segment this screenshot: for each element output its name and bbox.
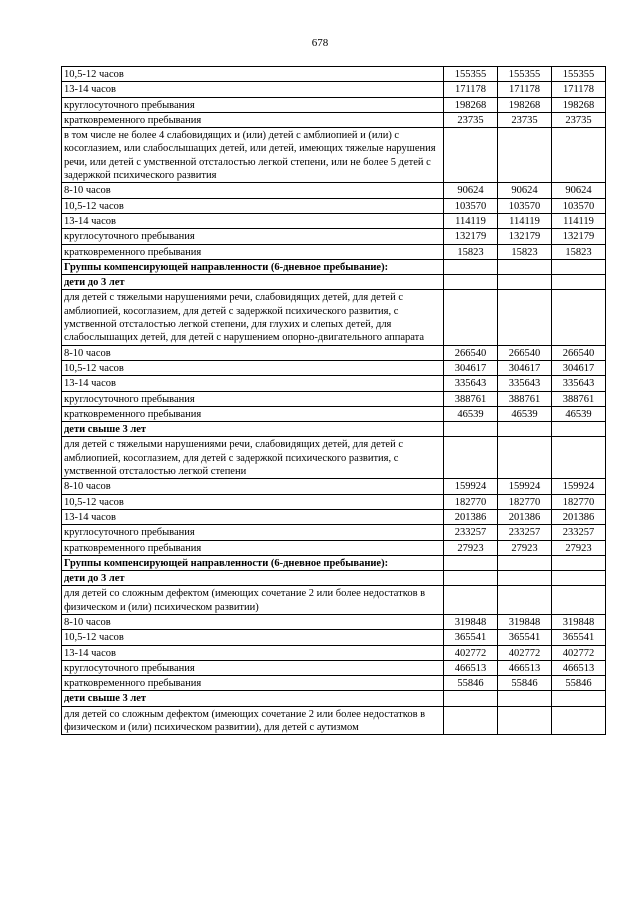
value-cell-2: 114119 (498, 213, 552, 228)
row-label: Группы компенсирующей направленности (6-дневное пребывание): (62, 555, 444, 570)
value-cell-3: 304617 (552, 360, 606, 375)
value-cell-2: 266540 (498, 345, 552, 360)
value-cell-3: 46539 (552, 406, 606, 421)
row-label: для детей со сложным дефектом (имеющих сочетание 2 или более недостатков в физическом и (или) психическом развитии) (62, 586, 444, 615)
table-row (62, 676, 606, 691)
value-cell-1: 198268 (444, 97, 498, 112)
value-cell-3: 233257 (552, 525, 606, 540)
table-row (62, 586, 606, 615)
row-label: 10,5-12 часов (62, 198, 444, 213)
table-row (62, 290, 606, 345)
value-cell-1: 402772 (444, 645, 498, 660)
row-label: для детей с тяжелыми нарушениями речи, слабовидящих детей, для детей с амблиопией, косоглазием, для детей с задержкой психического развития, с умственной отсталостью легкой степени, для глухих и слепых детей, для слабослышащих детей, для детей с нарушением опорно-двигательного аппарата (62, 290, 444, 345)
tariff-table (61, 66, 606, 735)
table-row (62, 437, 606, 479)
value-cell-2: 55846 (498, 676, 552, 691)
table-body (62, 67, 606, 735)
row-label: 13-14 часов (62, 645, 444, 660)
table-row (62, 82, 606, 97)
table-row (62, 660, 606, 675)
value-cell-3: 23735 (552, 112, 606, 127)
value-cell-2: 171178 (498, 82, 552, 97)
table-row (62, 494, 606, 509)
value-cell-1 (444, 691, 498, 706)
value-cell-2: 198268 (498, 97, 552, 112)
value-cell-3 (552, 555, 606, 570)
value-cell-1: 15823 (444, 244, 498, 259)
value-cell-1: 201386 (444, 509, 498, 524)
page-number: 678 (311, 37, 329, 49)
row-label: 10,5-12 часов (62, 630, 444, 645)
value-cell-3 (552, 259, 606, 274)
value-cell-2: 103570 (498, 198, 552, 213)
row-label: 10,5-12 часов (62, 360, 444, 375)
table-row (62, 691, 606, 706)
value-cell-1: 114119 (444, 213, 498, 228)
table-row (62, 555, 606, 570)
value-cell-3: 27923 (552, 540, 606, 555)
value-cell-2: 233257 (498, 525, 552, 540)
value-cell-2: 90624 (498, 183, 552, 198)
table-row (62, 198, 606, 213)
value-cell-2: 466513 (498, 660, 552, 675)
table-row (62, 112, 606, 127)
value-cell-2: 27923 (498, 540, 552, 555)
table-row (62, 479, 606, 494)
table-row (62, 128, 606, 183)
value-cell-1 (444, 259, 498, 274)
value-cell-1: 266540 (444, 345, 498, 360)
value-cell-1: 335643 (444, 376, 498, 391)
table-row (62, 645, 606, 660)
table-row (62, 360, 606, 375)
value-cell-1: 23735 (444, 112, 498, 127)
value-cell-1 (444, 437, 498, 479)
value-cell-2: 319848 (498, 614, 552, 629)
value-cell-2: 155355 (498, 67, 552, 82)
row-label: 13-14 часов (62, 213, 444, 228)
row-label: круглосуточного пребывания (62, 660, 444, 675)
value-cell-2: 132179 (498, 229, 552, 244)
value-cell-2 (498, 706, 552, 735)
value-cell-2 (498, 259, 552, 274)
table-row (62, 509, 606, 524)
value-cell-2: 402772 (498, 645, 552, 660)
value-cell-1 (444, 128, 498, 183)
table-row (62, 706, 606, 735)
value-cell-1 (444, 275, 498, 290)
value-cell-2: 365541 (498, 630, 552, 645)
table-row (62, 259, 606, 274)
value-cell-3 (552, 437, 606, 479)
value-cell-3 (552, 422, 606, 437)
row-label: 8-10 часов (62, 479, 444, 494)
value-cell-1: 159924 (444, 479, 498, 494)
table-row (62, 244, 606, 259)
table-row (62, 345, 606, 360)
value-cell-2 (498, 555, 552, 570)
row-label: для детей со сложным дефектом (имеющих сочетание 2 или более недостатков в физическом и (или) психическом развитии), для детей с аутизмом (62, 706, 444, 735)
value-cell-3 (552, 571, 606, 586)
value-cell-2: 304617 (498, 360, 552, 375)
value-cell-1 (444, 290, 498, 345)
row-label: дети до 3 лет (62, 571, 444, 586)
value-cell-1 (444, 706, 498, 735)
value-cell-2 (498, 128, 552, 183)
value-cell-2 (498, 290, 552, 345)
value-cell-1: 27923 (444, 540, 498, 555)
value-cell-2: 388761 (498, 391, 552, 406)
row-label: кратковременного пребывания (62, 244, 444, 259)
value-cell-3 (552, 586, 606, 615)
value-cell-3: 402772 (552, 645, 606, 660)
value-cell-3: 132179 (552, 229, 606, 244)
row-label: круглосуточного пребывания (62, 97, 444, 112)
value-cell-1: 319848 (444, 614, 498, 629)
value-cell-3: 365541 (552, 630, 606, 645)
row-label: кратковременного пребывания (62, 112, 444, 127)
row-label: в том числе не более 4 слабовидящих и (или) детей с амблиопией и (или) с косоглазием, или слабослышащих детей, или детей, имеющих тяжелые нарушения речи, или детей с умственной отсталостью легкой степени, или не более 5 детей с задержкой психического развития (62, 128, 444, 183)
value-cell-3: 114119 (552, 213, 606, 228)
value-cell-2 (498, 586, 552, 615)
value-cell-2: 159924 (498, 479, 552, 494)
value-cell-3: 319848 (552, 614, 606, 629)
row-label: кратковременного пребывания (62, 540, 444, 555)
value-cell-2 (498, 275, 552, 290)
value-cell-3: 466513 (552, 660, 606, 675)
row-label: дети свыше 3 лет (62, 691, 444, 706)
value-cell-3: 335643 (552, 376, 606, 391)
value-cell-1: 171178 (444, 82, 498, 97)
value-cell-2: 23735 (498, 112, 552, 127)
row-label: круглосуточного пребывания (62, 391, 444, 406)
table-row (62, 275, 606, 290)
row-label: дети свыше 3 лет (62, 422, 444, 437)
table-row (62, 614, 606, 629)
row-label: для детей с тяжелыми нарушениями речи, слабовидящих детей, для детей с амблиопией, косоглазием, для детей с задержкой психического развития, с умственной отсталостью легкой степени (62, 437, 444, 479)
value-cell-3: 103570 (552, 198, 606, 213)
value-cell-1 (444, 586, 498, 615)
value-cell-1: 182770 (444, 494, 498, 509)
value-cell-1: 90624 (444, 183, 498, 198)
row-label: Группы компенсирующей направленности (6-дневное пребывание): (62, 259, 444, 274)
table-row (62, 213, 606, 228)
value-cell-3: 90624 (552, 183, 606, 198)
value-cell-2: 335643 (498, 376, 552, 391)
row-label: 8-10 часов (62, 183, 444, 198)
value-cell-2: 201386 (498, 509, 552, 524)
value-cell-1: 155355 (444, 67, 498, 82)
value-cell-1: 365541 (444, 630, 498, 645)
value-cell-2 (498, 691, 552, 706)
row-label: кратковременного пребывания (62, 676, 444, 691)
row-label: дети до 3 лет (62, 275, 444, 290)
table-row (62, 571, 606, 586)
row-label: 10,5-12 часов (62, 67, 444, 82)
table-row (62, 525, 606, 540)
table-row (62, 229, 606, 244)
value-cell-1: 132179 (444, 229, 498, 244)
value-cell-2 (498, 422, 552, 437)
value-cell-3: 155355 (552, 67, 606, 82)
value-cell-2 (498, 437, 552, 479)
value-cell-1: 103570 (444, 198, 498, 213)
value-cell-3: 182770 (552, 494, 606, 509)
value-cell-1 (444, 422, 498, 437)
table-row (62, 540, 606, 555)
value-cell-1: 388761 (444, 391, 498, 406)
value-cell-3: 198268 (552, 97, 606, 112)
table-row (62, 376, 606, 391)
table-row (62, 183, 606, 198)
table-row (62, 67, 606, 82)
table-row (62, 406, 606, 421)
row-label: 10,5-12 часов (62, 494, 444, 509)
value-cell-1: 304617 (444, 360, 498, 375)
value-cell-2: 15823 (498, 244, 552, 259)
value-cell-1: 46539 (444, 406, 498, 421)
value-cell-2: 182770 (498, 494, 552, 509)
row-label: круглосуточного пребывания (62, 229, 444, 244)
row-label: 13-14 часов (62, 376, 444, 391)
value-cell-2 (498, 571, 552, 586)
row-label: 8-10 часов (62, 614, 444, 629)
row-label: 8-10 часов (62, 345, 444, 360)
value-cell-3: 266540 (552, 345, 606, 360)
table-row (62, 630, 606, 645)
value-cell-1 (444, 571, 498, 586)
value-cell-2: 46539 (498, 406, 552, 421)
row-label: 13-14 часов (62, 82, 444, 97)
value-cell-3: 55846 (552, 676, 606, 691)
value-cell-3 (552, 706, 606, 735)
value-cell-3: 171178 (552, 82, 606, 97)
row-label: 13-14 часов (62, 509, 444, 524)
value-cell-1: 233257 (444, 525, 498, 540)
value-cell-3: 159924 (552, 479, 606, 494)
value-cell-3 (552, 290, 606, 345)
value-cell-1: 466513 (444, 660, 498, 675)
table-row (62, 422, 606, 437)
value-cell-3: 15823 (552, 244, 606, 259)
value-cell-1 (444, 555, 498, 570)
value-cell-1: 55846 (444, 676, 498, 691)
table-row (62, 97, 606, 112)
value-cell-3: 388761 (552, 391, 606, 406)
value-cell-3 (552, 691, 606, 706)
table-row (62, 391, 606, 406)
value-cell-3 (552, 275, 606, 290)
value-cell-3 (552, 128, 606, 183)
value-cell-3: 201386 (552, 509, 606, 524)
row-label: круглосуточного пребывания (62, 525, 444, 540)
row-label: кратковременного пребывания (62, 406, 444, 421)
